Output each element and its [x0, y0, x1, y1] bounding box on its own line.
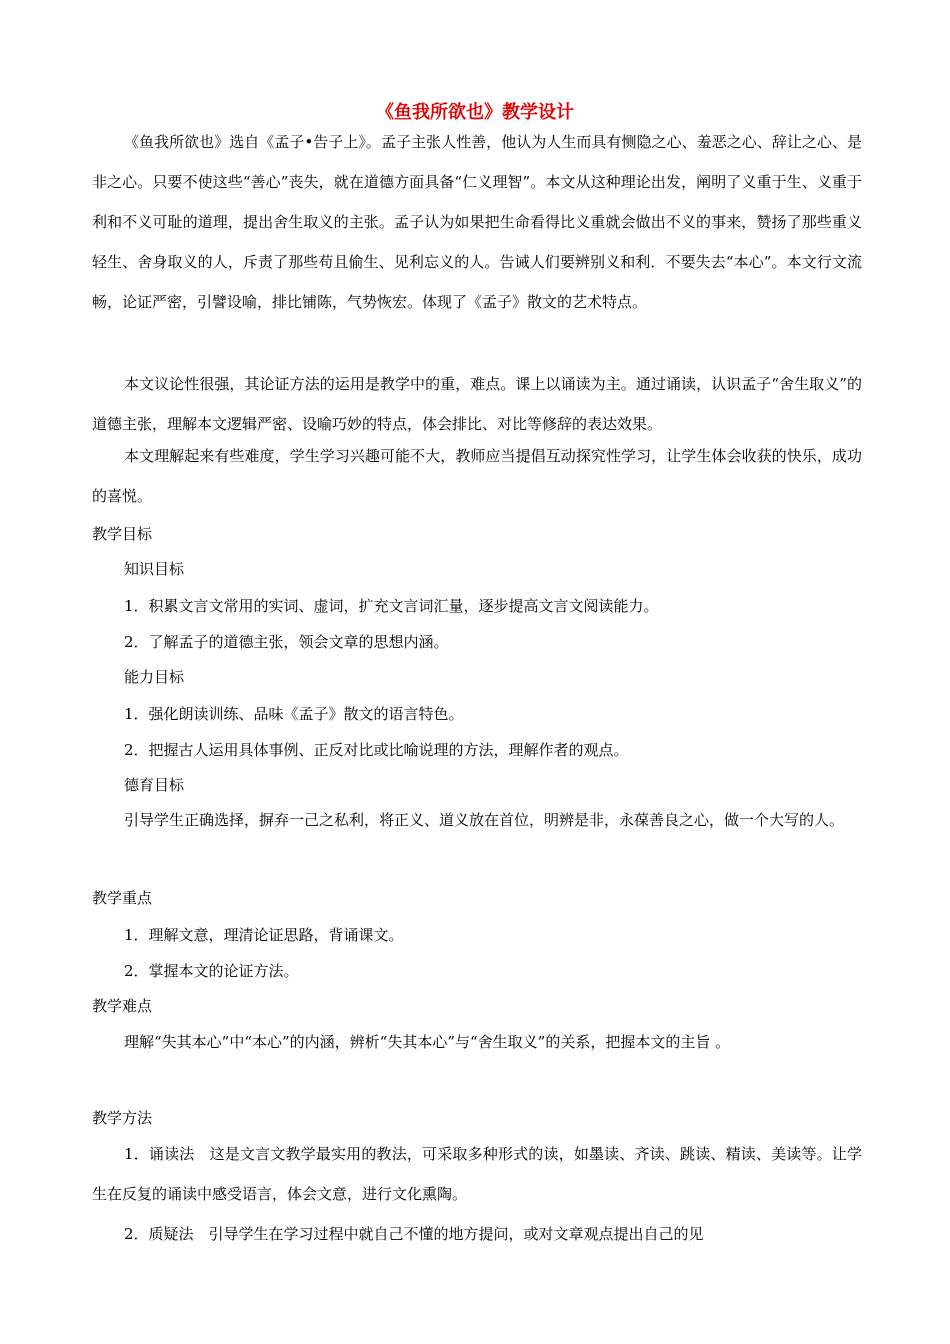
goals-heading: 教学目标 — [92, 525, 153, 543]
key-item-2: 2．掌握本文的论证方法。 — [124, 962, 299, 980]
knowledge-item-1: 1．积累文言文常用的实词、虚词，扩充文言词汇量，逐步提高文言文阅读能力。 — [124, 597, 659, 615]
ability-item-2: 2．把握古人运用具体事例、正反对比或比喻说理的方法，理解作者的观点。 — [124, 741, 629, 759]
key-item-1: 1．理解文意，理清论证思路，背诵课文。 — [124, 926, 404, 944]
moral-text: 引导学生正确选择，摒弃一己之私利，将正义、道义放在首位，明辨是非，永葆善良之心，做一个大写的人。 — [124, 811, 845, 829]
knowledge-heading: 知识目标 — [124, 560, 185, 578]
intro-paragraph-2: 本文议论性很强，其论证方法的运用是教学中的重，难点。课上以诵读为主。通过诵读，认识孟子“舍生取义”的道德主张，理解本文逻辑严密、设喻巧妙的特点，体会排比、对比等修辞的表达效果。 — [92, 375, 862, 433]
method-item-2: 2．质疑法 引导学生在学习过程中就自己不懂的地方提问，或对文章观点提出自己的见 — [124, 1225, 704, 1243]
moral-heading: 德育目标 — [124, 776, 185, 794]
ability-heading: 能力目标 — [124, 668, 185, 686]
document-title: 《鱼我所欲也》教学设计 — [376, 102, 574, 123]
difficulty-text: 理解“失其本心”中“本心”的内涵，辨析“失其本心”与“舍生取义”的关系，把握本文的主旨 。 — [124, 1033, 731, 1051]
difficulty-heading: 教学难点 — [92, 997, 153, 1015]
ability-item-1: 1．强化朗读训练、品味《孟子》散文的语言特色。 — [124, 705, 464, 723]
method-item-1: 1．诵读法 这是文言文教学最实用的教法，可采取多种形式的读，如墨读、齐读、跳读、精读、美读等。让学生在反复的诵读中感受语言，体会文意，进行文化熏陶。 — [92, 1145, 862, 1203]
method-heading: 教学方法 — [92, 1109, 153, 1127]
knowledge-item-2: 2．了解孟子的道德主张，领会文章的思想内涵。 — [124, 633, 449, 651]
intro-paragraph-3: 本文理解起来有些难度，学生学习兴趣可能不大，教师应当提倡互动探究性学习，让学生体会收获的快乐，成功的喜悦。 — [92, 447, 862, 505]
intro-paragraph-1: 《鱼我所欲也》选自《孟子•告子上》。孟子主张人性善，他认为人生而具有恻隐之心、羞恶之心、辞让之心、是非之心。只要不使这些“善心”丧失，就在道德方面具备“仁义理智”。本文从这种理论出发，阐明了义重于生、义重于利和不义可耻的道理，提出舍生取义的主张。孟子认为如果把生命看得比义重就会做出不义的事来，赞扬了那些重义轻生、舍身取义的人，斥责了那些苟且偷生、见利忘义的人。告诫人们要辨别义和利．不要失去“本心”。本文行文流畅，论证严密，引譬设喻，排比铺陈，气势恢宏。体现了《孟子》散文的艺术特点。 — [92, 133, 862, 311]
key-heading: 教学重点 — [92, 889, 153, 907]
